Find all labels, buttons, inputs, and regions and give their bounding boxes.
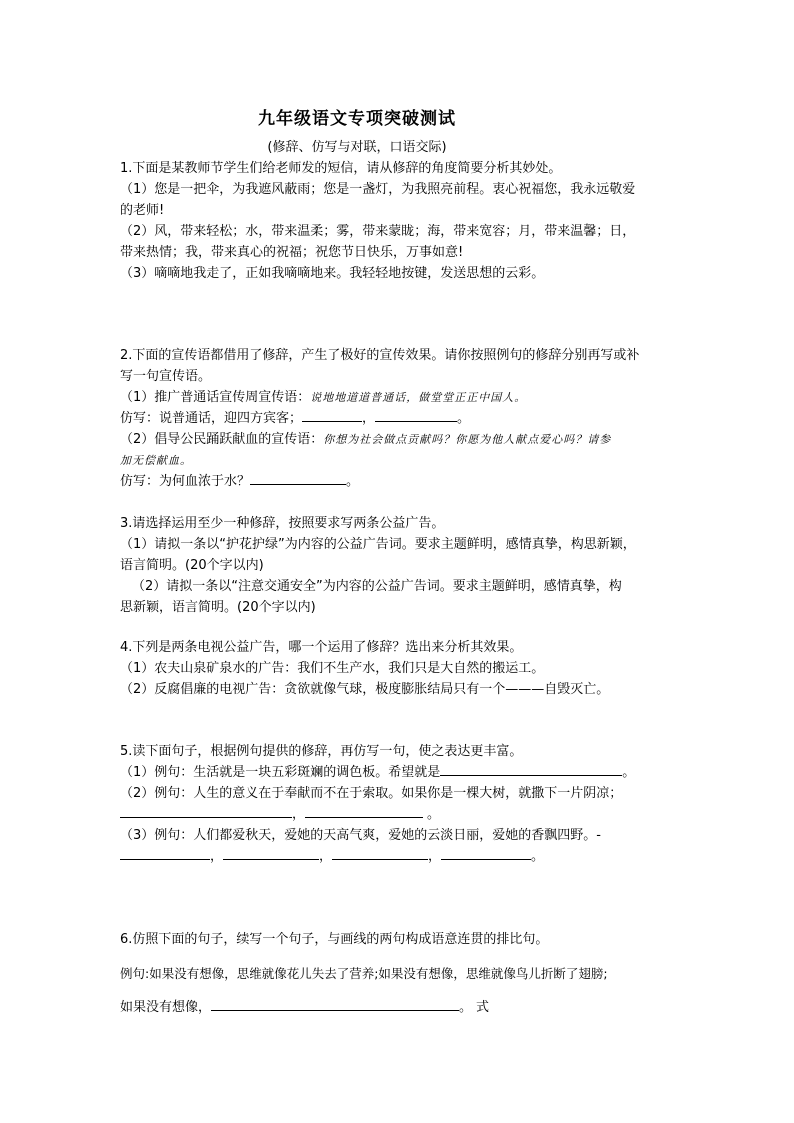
q5-item-3-sep-3: ， (428, 849, 442, 864)
q5-item-1-prefix: （1）例句：生活就是一块五彩斑斓的调色板。希望就是 (120, 765, 441, 780)
q1-item-1-cont: 的老师! (120, 203, 165, 218)
q5-item-3-blank-a[interactable] (120, 847, 210, 860)
q5-item-3-sep-1: ， (210, 849, 224, 864)
q2-item-2 (120, 430, 680, 450)
q6-stray-mark: 式 (476, 1000, 490, 1015)
q6-answer-prefix: 如果没有想像， (120, 1000, 212, 1015)
q5-item-3-blank-d[interactable] (441, 847, 531, 860)
q2-imitate-1-sep: ， (362, 411, 376, 426)
q6-example: 例句:如果没有想像，思维就像花儿失去了营养;如果没有想像，思维就像鸟儿折断了翅膀; (120, 966, 608, 981)
q1-item-1: （1）您是一把伞，为我遮风蔽雨；您是一盏灯，为我照亮前程。衷心祝福您，我永远敬爱 (120, 182, 636, 197)
q2-imitate-2-prefix: 仿写：为何血浓于水？ (120, 474, 251, 489)
q5-item-3: （3）例句：人们都爱秋天，爱她的天高气爽，爱她的云淡日丽，爱她的香飘四野。- (120, 828, 601, 843)
q5-item-3-sep-2: ， (319, 849, 333, 864)
q2-stem: 2.下面的宣传语都借用了修辞，产生了极好的宣传效果。请你按照例句的修辞分别再写或补 (120, 348, 640, 363)
q2-item-2-cont (120, 451, 680, 471)
q3-item-2-cont: 思新颖，语言简明。(20个字以内) (120, 600, 316, 615)
q5-item-3-answer (120, 847, 680, 867)
q5-item-3-end: 。 (531, 849, 545, 864)
q2-stem-cont: 写一句宣传语。 (120, 369, 212, 384)
q5-item-2: （2）例句：人生的意义在于奉献而不在于索取。如果你是一棵大树，就撒下一片阴凉； (120, 786, 623, 801)
q3-item-1-cont: 语言简明。(20个字以内) (120, 558, 264, 573)
q5-item-2-sep: ， (292, 807, 306, 822)
q5-item-2-end: 。 (427, 807, 441, 822)
q1-item-3: （3）嘀嘀地我走了，正如我嘀嘀地来。我轻轻地按键，发送思想的云彩。 (120, 266, 545, 281)
q1-stem: 1.下面是某教师节学生们给老师发的短信，请从修辞的角度简要分析其妙处。 (120, 161, 562, 176)
q2-item-1-label: （1）推广普通话宣传周宣传语： (120, 390, 311, 405)
q5-stem: 5.读下面句子，根据例句提供的修辞，再仿写一句，使之表达更丰富。 (120, 744, 523, 759)
page-title: 九年级语文专项突破测试 (258, 109, 456, 129)
q1-item-2-cont: 带来热情；我，带来真心的祝福；祝您节日快乐，万事如意! (120, 245, 464, 260)
q6-answer-end: 。 (459, 1000, 473, 1015)
q2-item-2-slogan: 你想为社会做点贡献吗？你愿为他人献点爱心吗？请参 (323, 433, 612, 446)
q5-item-2-blank-a[interactable] (120, 805, 292, 818)
q6-stem: 6.仿照下面的句子，续写一个句子，与画线的两句构成语意连贯的排比句。 (120, 932, 549, 947)
q3-item-1: （1）请拟一条以“护花护绿”为内容的公益广告词。要求主题鲜明，感情真挚，构思新颖， (120, 537, 636, 552)
q2-imitate-2-end: 。 (346, 474, 360, 489)
q2-item-1-slogan: 说地地道道普通话，做堂堂正正中国人。 (310, 391, 527, 404)
q4-item-2: （2）反腐倡廉的电视广告：贪欲就像气球，极度膨胀结局只有一个———自毁灭亡。 (120, 682, 610, 697)
q2-imitate-1-blank-b[interactable] (375, 409, 457, 422)
q2-imitate-1-blank-a[interactable] (302, 409, 362, 422)
q3-item-2: （2）请拟一条以“注意交通安全”为内容的公益广告词。要求主题鲜明，感情真挚，构 (132, 579, 622, 594)
q5-item-1-end: 。 (622, 765, 636, 780)
q2-item-2-slogan-cont: 加无偿献血。 (120, 454, 192, 467)
q4-item-1: （1）农夫山泉矿泉水的广告：我们不生产水，我们只是大自然的搬运工。 (120, 661, 545, 676)
q2-item-2-label: （2）倡导公民踊跃献血的宣传语： (120, 432, 324, 447)
q1-item-2: （2）风，带来轻松；水，带来温柔；雾，带来蒙眬；海，带来宽容；月，带来温馨；日， (120, 224, 636, 239)
q6-answer-blank[interactable] (211, 998, 459, 1011)
q2-imitate-2-blank[interactable] (250, 472, 346, 485)
q5-item-2-answer (120, 805, 680, 825)
q4-stem: 4.下列是两条电视公益广告，哪一个运用了修辞？选出来分析其效果。 (120, 640, 523, 655)
q5-item-3-blank-b[interactable] (223, 847, 319, 860)
q5-item-3-blank-c[interactable] (332, 847, 428, 860)
q2-imitate-2 (120, 472, 680, 492)
q2-imitate-1 (120, 409, 680, 429)
q2-imitate-1-prefix: 仿写：说普通话，迎四方宾客； (120, 411, 303, 426)
q5-item-1 (120, 763, 680, 783)
q2-item-1 (120, 388, 680, 408)
q5-item-1-blank[interactable] (440, 763, 622, 776)
q5-item-2-blank-b[interactable] (305, 805, 423, 818)
q3-stem: 3.请选择运用至少一种修辞，按照要求写两条公益广告。 (120, 516, 445, 531)
q2-imitate-1-end: 。 (457, 411, 471, 426)
q6-answer (120, 998, 680, 1018)
page-subtitle: (修辞、仿写与对联，口语交际) (267, 140, 447, 155)
